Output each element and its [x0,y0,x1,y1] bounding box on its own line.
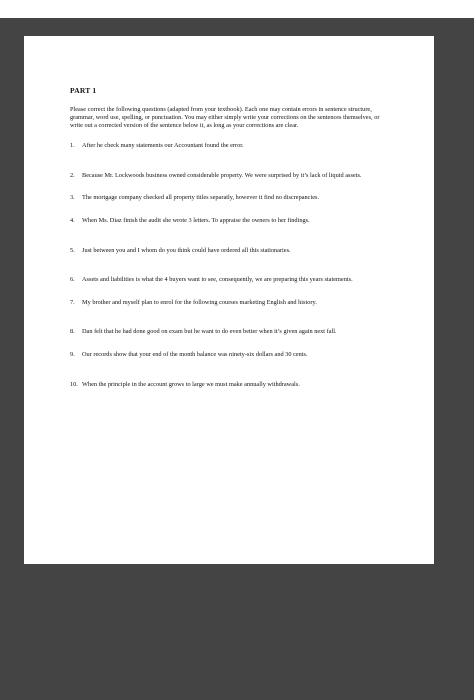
question-item [70,299,388,307]
question-item [70,217,388,225]
question-item [70,142,388,150]
question-list [70,142,388,388]
question-text: After he check many statements our Accountant found the error. [82,142,244,150]
question-number: 3. [70,194,75,202]
part-title: PART 1 [70,86,97,95]
question-text: Assets and liabilities is what the 4 buyers want to see, consequently, we are preparing this years statements. [82,276,353,284]
question-item [70,172,388,180]
question-number: 7. [70,298,75,306]
question-item [70,276,388,284]
question-text: Just between you and I whom do you think could have ordered all this stationaries. [82,246,291,254]
question-text: Dan felt that he had done good on exam but he want to do even better when it’s given again next fall. [82,328,337,336]
question-text: Because Mr. Lockwoods business owned considerable property. We were surprised by it’s lack of liquid assets. [82,172,362,180]
question-item [70,194,388,202]
question-number: 5. [70,246,75,254]
question-text: When Ms. Diaz finish the audit she wrote 3 letters. To appraise the owners to her findings. [82,216,310,224]
question-item [70,351,388,359]
question-number: 10. [70,380,78,388]
question-text: Our records show that your end of the month balance was ninety-six dollars and 30 cents. [82,350,308,358]
question-text: My brother and myself plan to enrol for the following courses marketing English and history. [82,298,317,306]
question-number: 8. [70,328,75,336]
question-text: When the principle in the account grows to large we must make annually withdrawals. [82,380,300,388]
document-page [24,36,434,564]
instructions-paragraph: Please correct the following questions (adapted from your textbook). Each one may contain errors in sentence structure, grammar, word use, spelling, or punctuation. You may either simply write your corrections on the sentences themselves, or write out a corrected version of the sentence below it, as long as your corrections are clear. [70,106,380,129]
question-number: 1. [70,142,75,150]
question-item [70,247,388,255]
question-number: 4. [70,216,75,224]
question-text: The mortgage company checked all property titles separatly, however it find no discrepancies. [82,194,320,202]
question-number: 6. [70,276,75,284]
question-item [70,328,388,336]
question-number: 2. [70,172,75,180]
question-item [70,381,388,389]
question-number: 9. [70,350,75,358]
